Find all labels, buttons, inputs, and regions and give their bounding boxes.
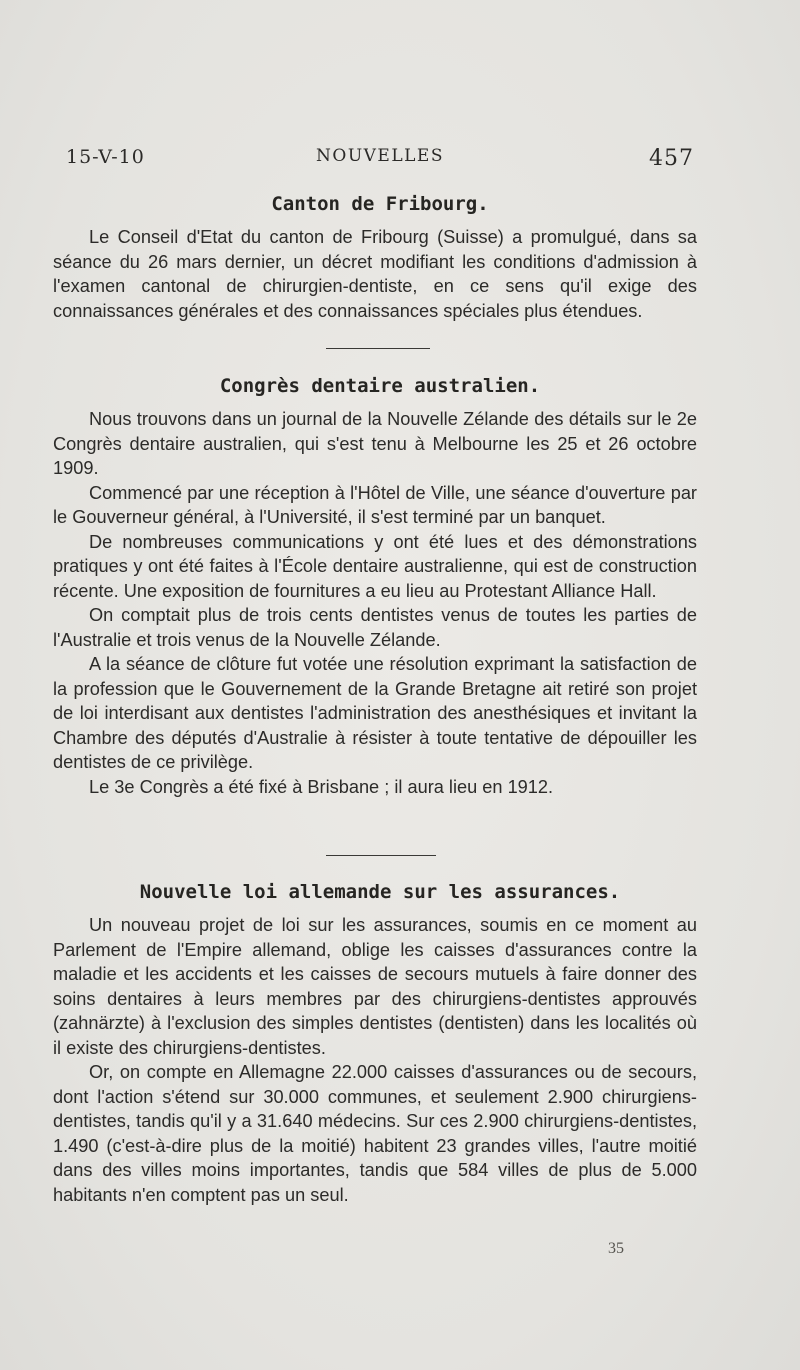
paragraph: Or, on compte en Allemagne 22.000 caisses d'assurances ou de secours, dont l'action s'étend sur 30.000 communes, et seulement 2.900 chirurgiens-dentistes, tandis qu'il y a 31.640 médecins. Sur ces 2.900 chirurgiens-dentistes, 1.490 (c'est-à-dire plus de la moitié) habitent 23 grandes villes, l'autre moitié dans des villes moins importantes, tandis que 584 villes de plus de 5.000 habitants n'en comptent pas un seul.	[53, 1062, 697, 1205]
paragraph: Le Conseil d'Etat du canton de Fribourg (Suisse) a promulgué, dans sa séance du 26 mars dernier, un décret modifiant les conditions d'admission à l'examen cantonal de chirurgien-dentiste, en ce sens qu'il exige des connaissances générales et des connaissances spéciales plus étendues.	[53, 227, 697, 321]
article-title-fribourg: Canton de Fribourg.	[271, 193, 489, 215]
article-body-assurances	[53, 913, 697, 1207]
signature-mark: 35	[608, 1240, 624, 1257]
article-body-congres	[53, 407, 697, 799]
article-title-congres: Congrès dentaire australien.	[219, 375, 541, 397]
section-divider	[326, 855, 436, 856]
running-head	[66, 142, 694, 172]
paragraph: Commencé par une réception à l'Hôtel de Ville, une séance d'ouverture par le Gouverneur général, à l'Université, il s'est terminé par un banquet.	[53, 482, 697, 527]
paragraph: De nombreuses communications y ont été lues et des démonstrations pratiques y ont été faites à l'École dentaire australienne, qui est de construction récente. Une exposition de fournitures a eu lieu au Protestant Alliance Hall.	[53, 531, 697, 601]
paragraph: Nous trouvons dans un journal de la Nouvelle Zélande des détails sur le 2e Congrès dentaire australien, qui s'est tenu à Melbourne les 25 et 26 octobre 1909.	[53, 409, 697, 478]
paragraph: On comptait plus de trois cents dentistes venus de toutes les parties de l'Australie et trois venus de la Nouvelle Zélande.	[53, 605, 697, 650]
paragraph: Le 3e Congrès a été fixé à Brisbane ; il aura lieu en 1912.	[89, 776, 554, 797]
section-name: NOUVELLES	[316, 146, 444, 166]
article-body-fribourg	[53, 225, 697, 323]
section-divider	[326, 348, 430, 349]
issue-date: 15-V-10	[66, 146, 145, 168]
article-title-assurances: Nouvelle loi allemande sur les assurances.	[139, 881, 621, 903]
paragraph: A la séance de clôture fut votée une résolution exprimant la satisfaction de la profession que le Gouvernement de la Grande Bretagne ait retiré son projet de loi interdisant aux dentistes l'administration des anesthésiques et invitant la Chambre des députés d'Australie à résister à toute tentative de dépouiller les dentistes de ce privilège.	[53, 654, 697, 772]
page-number: 457	[649, 146, 694, 171]
paragraph: Un nouveau projet de loi sur les assurances, soumis en ce moment au Parlement de l'Empire allemand, oblige les caisses d'assurances contre la maladie et les accidents et les caisses de secours mutuels à faire donner des soins dentaires à leurs membres par des chirurgiens-dentistes approuvés (zahnärzte) à l'exclusion des simples dentistes (dentisten) dans les localités où il existe des chirurgiens-dentistes.	[53, 915, 697, 1058]
